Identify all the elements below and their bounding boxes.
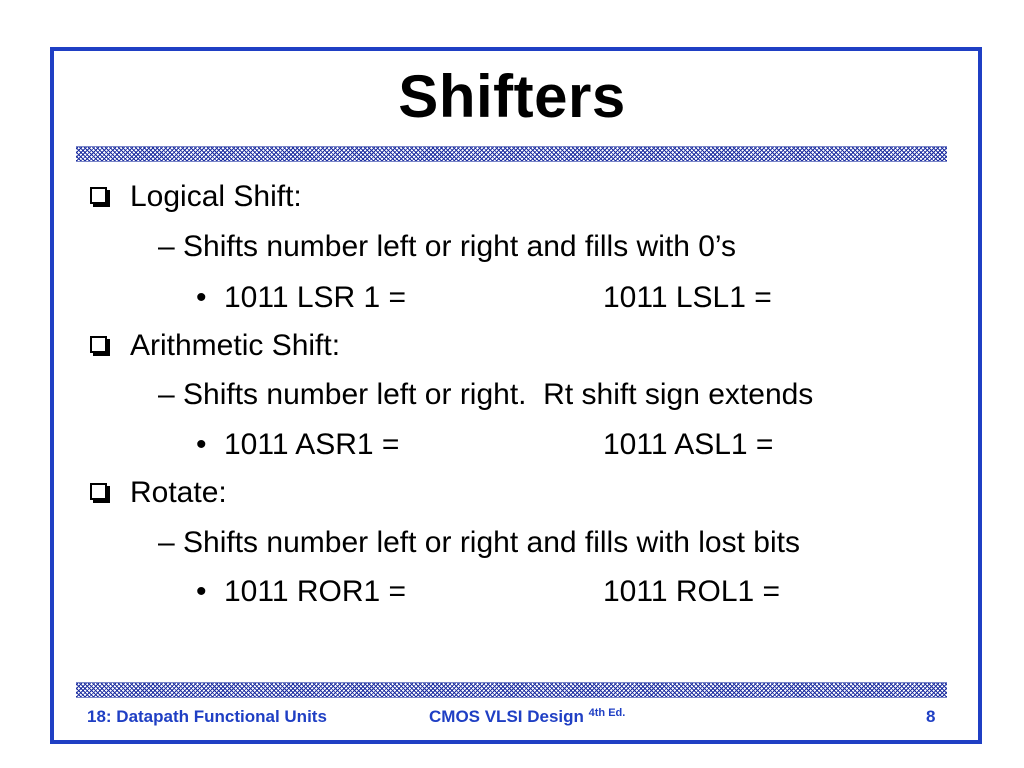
bullet-heading: Logical Shift:: [130, 180, 302, 213]
example-left: 1011 ASR1 =: [224, 428, 400, 461]
example-right: 1011 ROL1 =: [603, 575, 781, 608]
bullet-heading: Arithmetic Shift:: [130, 329, 341, 362]
bullet-arithmetic-shift: [90, 329, 340, 363]
dot-bullet-icon: •: [196, 428, 207, 461]
sub-bullet: – Shifts number left or right. Rt shift sign extends: [158, 378, 814, 411]
dot-bullet-icon: •: [196, 281, 207, 314]
dot-bullet-icon: •: [196, 575, 207, 608]
footer-chapter: 18: Datapath Functional Units: [87, 707, 327, 726]
sub-bullet-text: Shifts number left or right and fills with lost bits: [183, 526, 800, 559]
bullet-heading: Rotate:: [130, 476, 227, 509]
example-left: 1011 ROR1 =: [224, 575, 407, 608]
footer-book-name: CMOS VLSI Design: [429, 707, 584, 726]
slide-title: Shifters: [398, 63, 626, 130]
checkbox-bullet-icon: [90, 187, 107, 204]
example-right: 1011 LSL1 =: [603, 281, 772, 314]
top-hatched-divider: [76, 146, 947, 162]
sub-bullet-text: Shifts number left or right and fills with 0’s: [183, 230, 737, 263]
sub-bullet: – Shifts number left or right and fills with 0’s: [158, 230, 737, 263]
bullet-rotate: [90, 476, 227, 510]
example-left: 1011 LSR 1 =: [224, 281, 407, 314]
checkbox-bullet-icon: [90, 483, 107, 500]
bullet-logical-shift: [90, 180, 302, 214]
footer-page-number: 8: [926, 707, 936, 726]
sub-bullet: – Shifts number left or right and fills with lost bits: [158, 526, 800, 559]
footer-edition: 4th Ed.: [588, 707, 626, 719]
bottom-hatched-divider: [76, 682, 947, 698]
footer-book-title: [429, 707, 625, 727]
example-right: 1011 ASL1 =: [603, 428, 774, 461]
checkbox-bullet-icon: [90, 336, 107, 353]
sub-bullet-text: Shifts number left or right. Rt shift sign extends: [183, 378, 814, 411]
